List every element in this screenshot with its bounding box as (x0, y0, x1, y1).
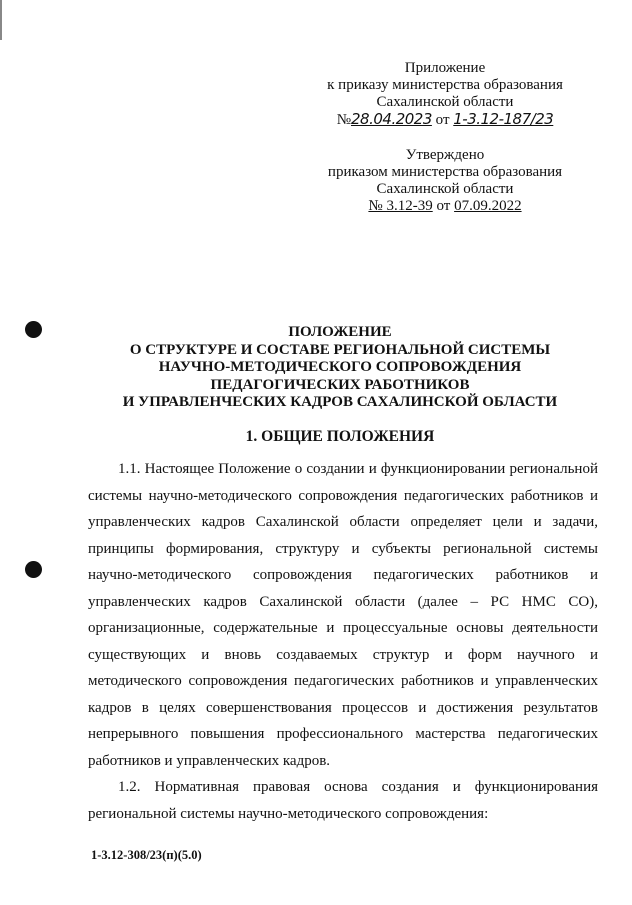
annex-line: Сахалинской области (376, 94, 514, 110)
annex-number-line (310, 111, 580, 129)
document-code: 1-3.12-308/23(п)(5.0) (91, 848, 202, 862)
number-sign: № (336, 112, 351, 128)
title-line: О СТРУКТУРЕ И СОСТАВЕ РЕГИОНАЛЬНОЙ СИСТЕМЫ (129, 341, 551, 358)
order-date: 07.09.2022 (454, 198, 522, 214)
section-heading: 1. ОБЩИЕ ПОЛОЖЕНИЯ (245, 428, 435, 445)
order-number: № 3.12-39 (368, 198, 433, 214)
annex-line: к приказу министерства образования (327, 77, 563, 93)
annex-line: Приложение (404, 60, 486, 76)
title-line: ПОЛОЖЕНИЕ (288, 324, 392, 340)
title-line: И УПРАВЛЕНЧЕСКИХ КАДРОВ САХАЛИНСКОЙ ОБЛАСТИ (122, 394, 558, 410)
title-line: НАУЧНО-МЕТОДИЧЕСКОГО СОПРОВОЖДЕНИЯ (158, 359, 522, 375)
approved-line: приказом министерства образования (327, 164, 563, 180)
document-title (60, 324, 620, 412)
paragraph-1-1: 1.1. Настоящее Положение о создании и функционировании региональной системы научно-методического сопровождения педагогических работников и управленческих кадров Сахалинской области определяет цели и задачи, принципы формирования, структуру и субъекты региональной системы научно-методического сопровождения педагогических работников и управленческих кадров Сахалинской области (далее – РС НМС СО), организационные, содержательные и процессуальные основы деятельности существующих и вновь создаваемых структур и форм научного и методического сопровождения педагогических работников и управленческих кадров в целях совершенствования процессов и достижения результатов непрерывного повышения профессионального мастерства педагогических работников и управленческих кадров. (88, 461, 598, 769)
paragraph-1-2: 1.2. Нормативная правовая основа создания и функционирования региональной системы научно-методического сопровождения: (88, 779, 598, 822)
handwritten-date: 28.04.2023 (351, 110, 432, 128)
punch-hole (25, 561, 42, 578)
scan-edge-line (0, 0, 2, 40)
handwritten-order-number: 1-3.12-187/23 (453, 110, 554, 128)
title-line: ПЕДАГОГИЧЕСКИХ РАБОТНИКОВ (210, 376, 470, 393)
approved-number-line (310, 198, 580, 215)
body-text (88, 456, 598, 827)
approved-line: Утверждено (405, 147, 485, 163)
from-word: от (436, 198, 451, 214)
approved-block (310, 147, 580, 215)
annex-block (310, 60, 580, 129)
approved-line: Сахалинской области (376, 181, 514, 197)
from-word: от (435, 112, 450, 128)
punch-hole (25, 321, 42, 338)
